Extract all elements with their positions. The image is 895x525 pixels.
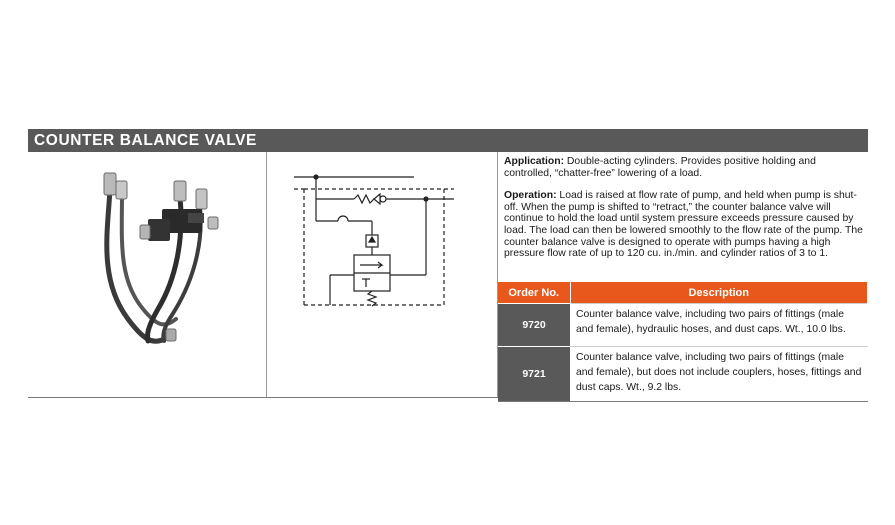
- order-no-header: Order No.: [498, 282, 570, 304]
- counter-balance-valve-photo: [88, 169, 238, 349]
- column-divider-left: [266, 152, 267, 398]
- description-header: Description: [570, 282, 868, 304]
- order-table: [498, 282, 868, 402]
- counter-balance-valve-section: [28, 129, 868, 398]
- bottom-rule: [28, 397, 498, 398]
- table-row: [498, 347, 868, 402]
- application-label: Application:: [504, 156, 565, 167]
- operation-paragraph: [504, 190, 864, 260]
- order-number: 9721: [498, 347, 570, 402]
- table-row: [498, 304, 868, 347]
- hydraulic-schematic-diagram: [290, 167, 458, 317]
- order-description: Counter balance valve, including two pairs of fittings (male and female), hydraulic hoses, and dust caps. Wt., 10.0 lbs.: [570, 304, 868, 347]
- section-title: COUNTER BALANCE VALVE: [28, 129, 868, 152]
- operation-label: Operation:: [504, 190, 557, 202]
- operation-text: Load is raised at flow rate of pump, and held when pump is shut-off. When the pump is shifted to “retract,” the counter balance valve will continue to hold the load until system pressure exceeds pressure caused by load. The load can then be lowered smoothly to the flow rate of the pump. The counter balance valve is designed to operate with pumps having a high pressure flow rate of up to 120 cu. in./min. and cylinder ratios of 3 to 1.: [504, 190, 863, 260]
- order-description: Counter balance valve, including two pairs of fittings (male and female), but does not include couplers, hoses, fittings and dust caps. Wt., 9.2 lbs.: [570, 347, 868, 402]
- order-number: 9720: [498, 304, 570, 347]
- product-description: [504, 156, 864, 271]
- application-paragraph: [504, 156, 864, 179]
- application-text: Double-acting cylinders. Provides positive holding and controlled, “chatter-free” lowering of a load.: [504, 156, 816, 179]
